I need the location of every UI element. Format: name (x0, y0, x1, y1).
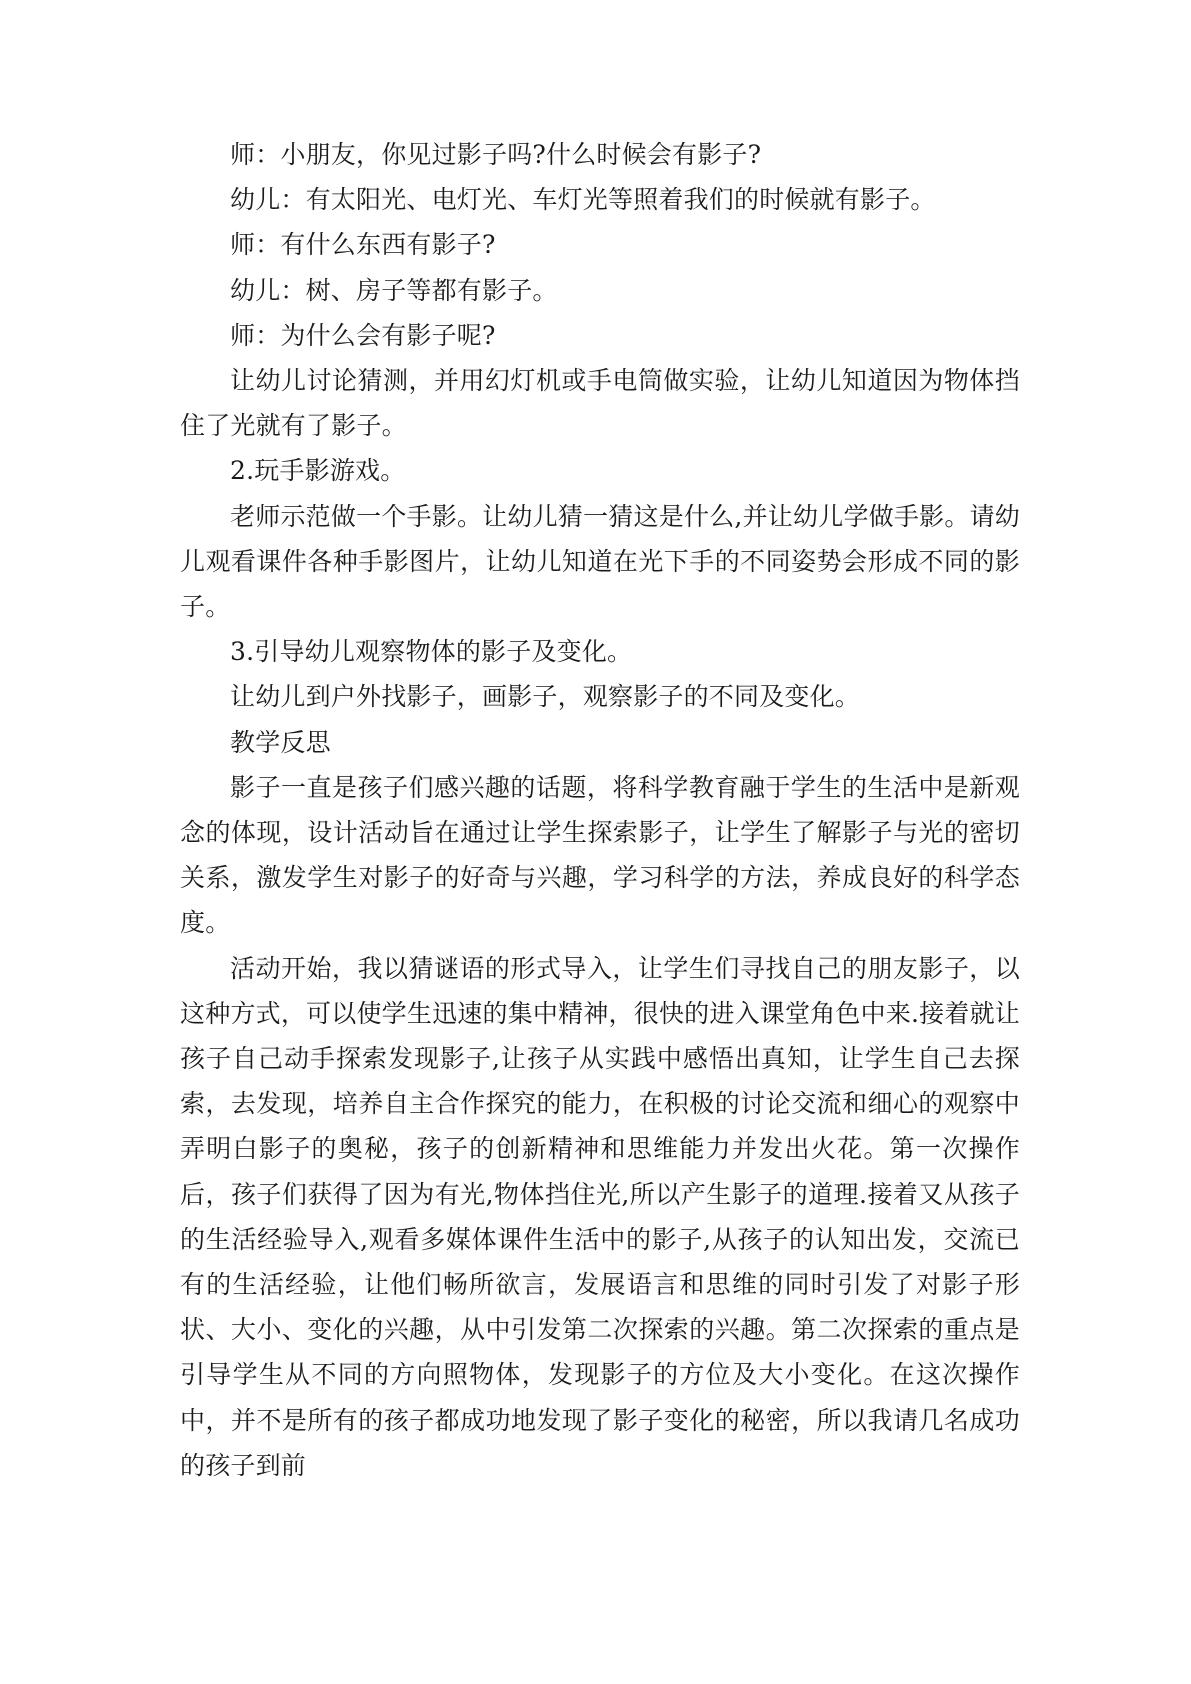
dialogue-teacher-question-2: 师：有什么东西有影子? (230, 230, 496, 260)
dialogue-child-answer-1: 幼儿：有太阳光、电灯光、车灯光等照着我们的时候就有影子。 (230, 185, 936, 215)
section-heading-observe-shadows: 3.引导幼儿观察物体的影子及变化。 (230, 637, 633, 667)
section-heading-teaching-reflection: 教学反思 (230, 727, 331, 757)
paragraph-reflection-activity: 活动开始，我以猜谜语的形式导入，让学生们寻找自己的朋友影子，以这种方式，可以使学生迅速的集中精神，很快的进入课堂角色中来.接着就让孩子自己动手探索发现影子,让孩子从实践中感悟出真知，让学生自己去探索，去发现，培养自主合作探究的能力，在积极的讨论交流和细心的观察中弄明白影子的奥秘，孩子的创新精神和思维能力并发出火花。第一次操作后，孩子们获得了因为有光,物体挡住光,所以产生影子的道理.接着又从孩子的生活经验导入,观看多媒体课件生活中的影子,从孩子的认知出发，交流已有的生活经验，让他们畅所欲言，发展语言和思维的同时引发了对影子形状、大小、变化的兴趣，从中引发第二次探索的兴趣。第二次探索的重点是引导学生从不同的方向照物体，发现影子的方位及大小变化。在这次操作中，并不是所有的孩子都成功地发现了影子变化的秘密，所以我请几名成功的孩子到前 (180, 953, 1020, 1480)
section-heading-hand-shadow-game: 2.玩手影游戏。 (230, 456, 406, 486)
dialogue-teacher-question-3: 师：为什么会有影子呢? (230, 320, 496, 350)
paragraph-reflection-intro: 影子一直是孩子们感兴趣的话题，将科学教育融于学生的生活中是新观念的体现，设计活动旨在通过让学生探索影子，让学生了解影子与光的密切关系，激发学生对影子的好奇与兴趣，学习科学的方法，养成良好的科学态度。 (180, 772, 1020, 938)
dialogue-teacher-question-1: 师：小朋友，你见过影子吗?什么时候会有影子? (230, 140, 762, 169)
paragraph-experiment: 让幼儿讨论猜测，并用幻灯机或手电筒做实验，让幼儿知道因为物体挡住了光就有了影子。 (180, 366, 1020, 441)
paragraph-outdoor-shadows: 让幼儿到户外找影子，画影子，观察影子的不同及变化。 (230, 682, 861, 712)
paragraph-hand-shadow: 老师示范做一个手影。让幼儿猜一猜这是什么,并让幼儿学做手影。请幼儿观看课件各种手影图片，让幼儿知道在光下手的不同姿势会形成不同的影子。 (180, 501, 1020, 622)
dialogue-child-answer-2: 幼儿：树、房子等都有影子。 (230, 275, 558, 305)
document-body (180, 132, 1020, 1488)
